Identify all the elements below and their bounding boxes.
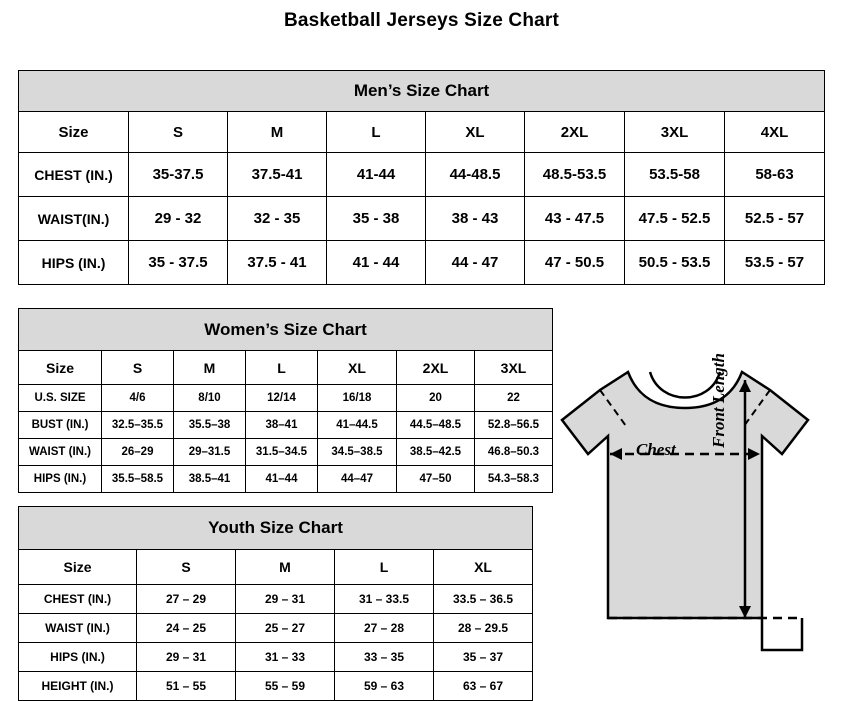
youth-cell-1-0: 24 – 25: [137, 614, 236, 643]
womens-cell-2-0: 26–29: [102, 439, 174, 466]
mens-cell-0-1: 37.5-41: [228, 153, 327, 197]
table-row: [19, 672, 533, 701]
womens-cell-3-2: 41–44: [246, 466, 318, 493]
womens-header-row: [19, 351, 553, 385]
youth-cell-0-3: 33.5 – 36.5: [434, 585, 533, 614]
mens-col-header-5: 2XL: [525, 112, 625, 153]
mens-cell-2-3: 44 - 47: [426, 241, 525, 285]
mens-cell-2-1: 37.5 - 41: [228, 241, 327, 285]
mens-row-label-2: HIPS (IN.): [19, 241, 129, 285]
youth-cell-1-1: 25 – 27: [236, 614, 335, 643]
table-row: [19, 241, 825, 285]
womens-cell-0-5: 22: [475, 385, 553, 412]
womens-cell-2-5: 46.8–50.3: [475, 439, 553, 466]
table-row: [19, 412, 553, 439]
youth-row-label-1: WAIST (IN.): [19, 614, 137, 643]
table-row: [19, 614, 533, 643]
mens-col-header-4: XL: [426, 112, 525, 153]
womens-col-header-1: S: [102, 351, 174, 385]
mens-col-header-0: Size: [19, 112, 129, 153]
womens-col-header-4: XL: [318, 351, 397, 385]
youth-cell-1-3: 28 – 29.5: [434, 614, 533, 643]
youth-cell-3-3: 63 – 67: [434, 672, 533, 701]
womens-chart-title: Women’s Size Chart: [19, 309, 553, 351]
mens-cell-0-4: 48.5-53.5: [525, 153, 625, 197]
womens-col-header-6: 3XL: [475, 351, 553, 385]
youth-cell-3-0: 51 – 55: [137, 672, 236, 701]
jersey-outline: [562, 372, 808, 618]
youth-cell-1-2: 27 – 28: [335, 614, 434, 643]
womens-col-header-2: M: [174, 351, 246, 385]
womens-row-label-0: U.S. SIZE: [19, 385, 102, 412]
mens-col-header-7: 4XL: [725, 112, 825, 153]
womens-cell-1-5: 52.8–56.5: [475, 412, 553, 439]
womens-cell-1-4: 44.5–48.5: [397, 412, 475, 439]
mens-col-header-2: M: [228, 112, 327, 153]
womens-cell-2-3: 34.5–38.5: [318, 439, 397, 466]
youth-row-label-3: HEIGHT (IN.): [19, 672, 137, 701]
mens-cell-2-5: 50.5 - 53.5: [625, 241, 725, 285]
womens-col-header-0: Size: [19, 351, 102, 385]
table-row: [19, 197, 825, 241]
table-row: [19, 585, 533, 614]
youth-col-header-3: L: [335, 550, 434, 585]
mens-cell-2-0: 35 - 37.5: [129, 241, 228, 285]
youth-chart-title-row: [19, 507, 533, 550]
womens-row-label-2: WAIST (IN.): [19, 439, 102, 466]
womens-row-label-3: HIPS (IN.): [19, 466, 102, 493]
mens-cell-0-6: 58-63: [725, 153, 825, 197]
table-row: [19, 153, 825, 197]
youth-cell-3-2: 59 – 63: [335, 672, 434, 701]
womens-cell-1-0: 32.5–35.5: [102, 412, 174, 439]
mens-col-header-1: S: [129, 112, 228, 153]
youth-col-header-2: M: [236, 550, 335, 585]
youth-cell-3-1: 55 – 59: [236, 672, 335, 701]
youth-cell-2-3: 35 – 37: [434, 643, 533, 672]
womens-cell-0-4: 20: [397, 385, 475, 412]
youth-row-label-0: CHEST (IN.): [19, 585, 137, 614]
womens-cell-2-2: 31.5–34.5: [246, 439, 318, 466]
mens-col-header-6: 3XL: [625, 112, 725, 153]
youth-row-label-2: HIPS (IN.): [19, 643, 137, 672]
mens-cell-0-0: 35-37.5: [129, 153, 228, 197]
womens-cell-1-2: 38–41: [246, 412, 318, 439]
mens-cell-1-4: 43 - 47.5: [525, 197, 625, 241]
youth-col-header-4: XL: [434, 550, 533, 585]
womens-cell-3-5: 54.3–58.3: [475, 466, 553, 493]
youth-cell-0-2: 31 – 33.5: [335, 585, 434, 614]
mens-cell-0-3: 44-48.5: [426, 153, 525, 197]
youth-col-header-1: S: [137, 550, 236, 585]
hem-extension: [762, 618, 802, 650]
mens-chart-title: Men’s Size Chart: [19, 71, 825, 112]
mens-cell-2-4: 47 - 50.5: [525, 241, 625, 285]
table-row: [19, 439, 553, 466]
mens-cell-1-5: 47.5 - 52.5: [625, 197, 725, 241]
womens-cell-0-0: 4/6: [102, 385, 174, 412]
womens-cell-3-3: 44–47: [318, 466, 397, 493]
youth-chart-title: Youth Size Chart: [19, 507, 533, 550]
youth-header-row: [19, 550, 533, 585]
womens-cell-0-3: 16/18: [318, 385, 397, 412]
womens-cell-2-1: 29–31.5: [174, 439, 246, 466]
chest-label: Chest: [636, 440, 676, 459]
mens-cell-1-0: 29 - 32: [129, 197, 228, 241]
mens-size-chart-table: [18, 70, 825, 285]
page-title: Basketball Jerseys Size Chart: [283, 10, 560, 31]
mens-cell-1-1: 32 - 35: [228, 197, 327, 241]
youth-size-chart-table: [18, 506, 533, 701]
youth-cell-2-2: 33 – 35: [335, 643, 434, 672]
mens-cell-2-2: 41 - 44: [327, 241, 426, 285]
womens-cell-0-1: 8/10: [174, 385, 246, 412]
mens-col-header-3: L: [327, 112, 426, 153]
jersey-measurement-diagram: [540, 350, 840, 670]
mens-header-row: [19, 112, 825, 153]
womens-col-header-3: L: [246, 351, 318, 385]
mens-row-label-0: CHEST (IN.): [19, 153, 129, 197]
youth-cell-0-1: 29 – 31: [236, 585, 335, 614]
mens-cell-0-2: 41-44: [327, 153, 426, 197]
youth-col-header-0: Size: [19, 550, 137, 585]
womens-cell-1-3: 41–44.5: [318, 412, 397, 439]
womens-col-header-5: 2XL: [397, 351, 475, 385]
mens-cell-1-6: 52.5 - 57: [725, 197, 825, 241]
mens-cell-1-3: 38 - 43: [426, 197, 525, 241]
womens-cell-0-2: 12/14: [246, 385, 318, 412]
table-row: [19, 385, 553, 412]
mens-cell-2-6: 53.5 - 57: [725, 241, 825, 285]
womens-cell-3-1: 38.5–41: [174, 466, 246, 493]
youth-cell-2-1: 31 – 33: [236, 643, 335, 672]
womens-cell-2-4: 38.5–42.5: [397, 439, 475, 466]
table-row: [19, 643, 533, 672]
youth-cell-0-0: 27 – 29: [137, 585, 236, 614]
youth-cell-2-0: 29 – 31: [137, 643, 236, 672]
womens-cell-3-4: 47–50: [397, 466, 475, 493]
womens-row-label-1: BUST (IN.): [19, 412, 102, 439]
womens-cell-3-0: 35.5–58.5: [102, 466, 174, 493]
womens-size-chart-table: [18, 308, 553, 493]
mens-chart-title-row: [19, 71, 825, 112]
front-length-label: Front Length: [709, 353, 728, 448]
womens-chart-title-row: [19, 309, 553, 351]
womens-cell-1-1: 35.5–38: [174, 412, 246, 439]
mens-cell-1-2: 35 - 38: [327, 197, 426, 241]
table-row: [19, 466, 553, 493]
mens-row-label-1: WAIST(IN.): [19, 197, 129, 241]
mens-cell-0-5: 53.5-58: [625, 153, 725, 197]
